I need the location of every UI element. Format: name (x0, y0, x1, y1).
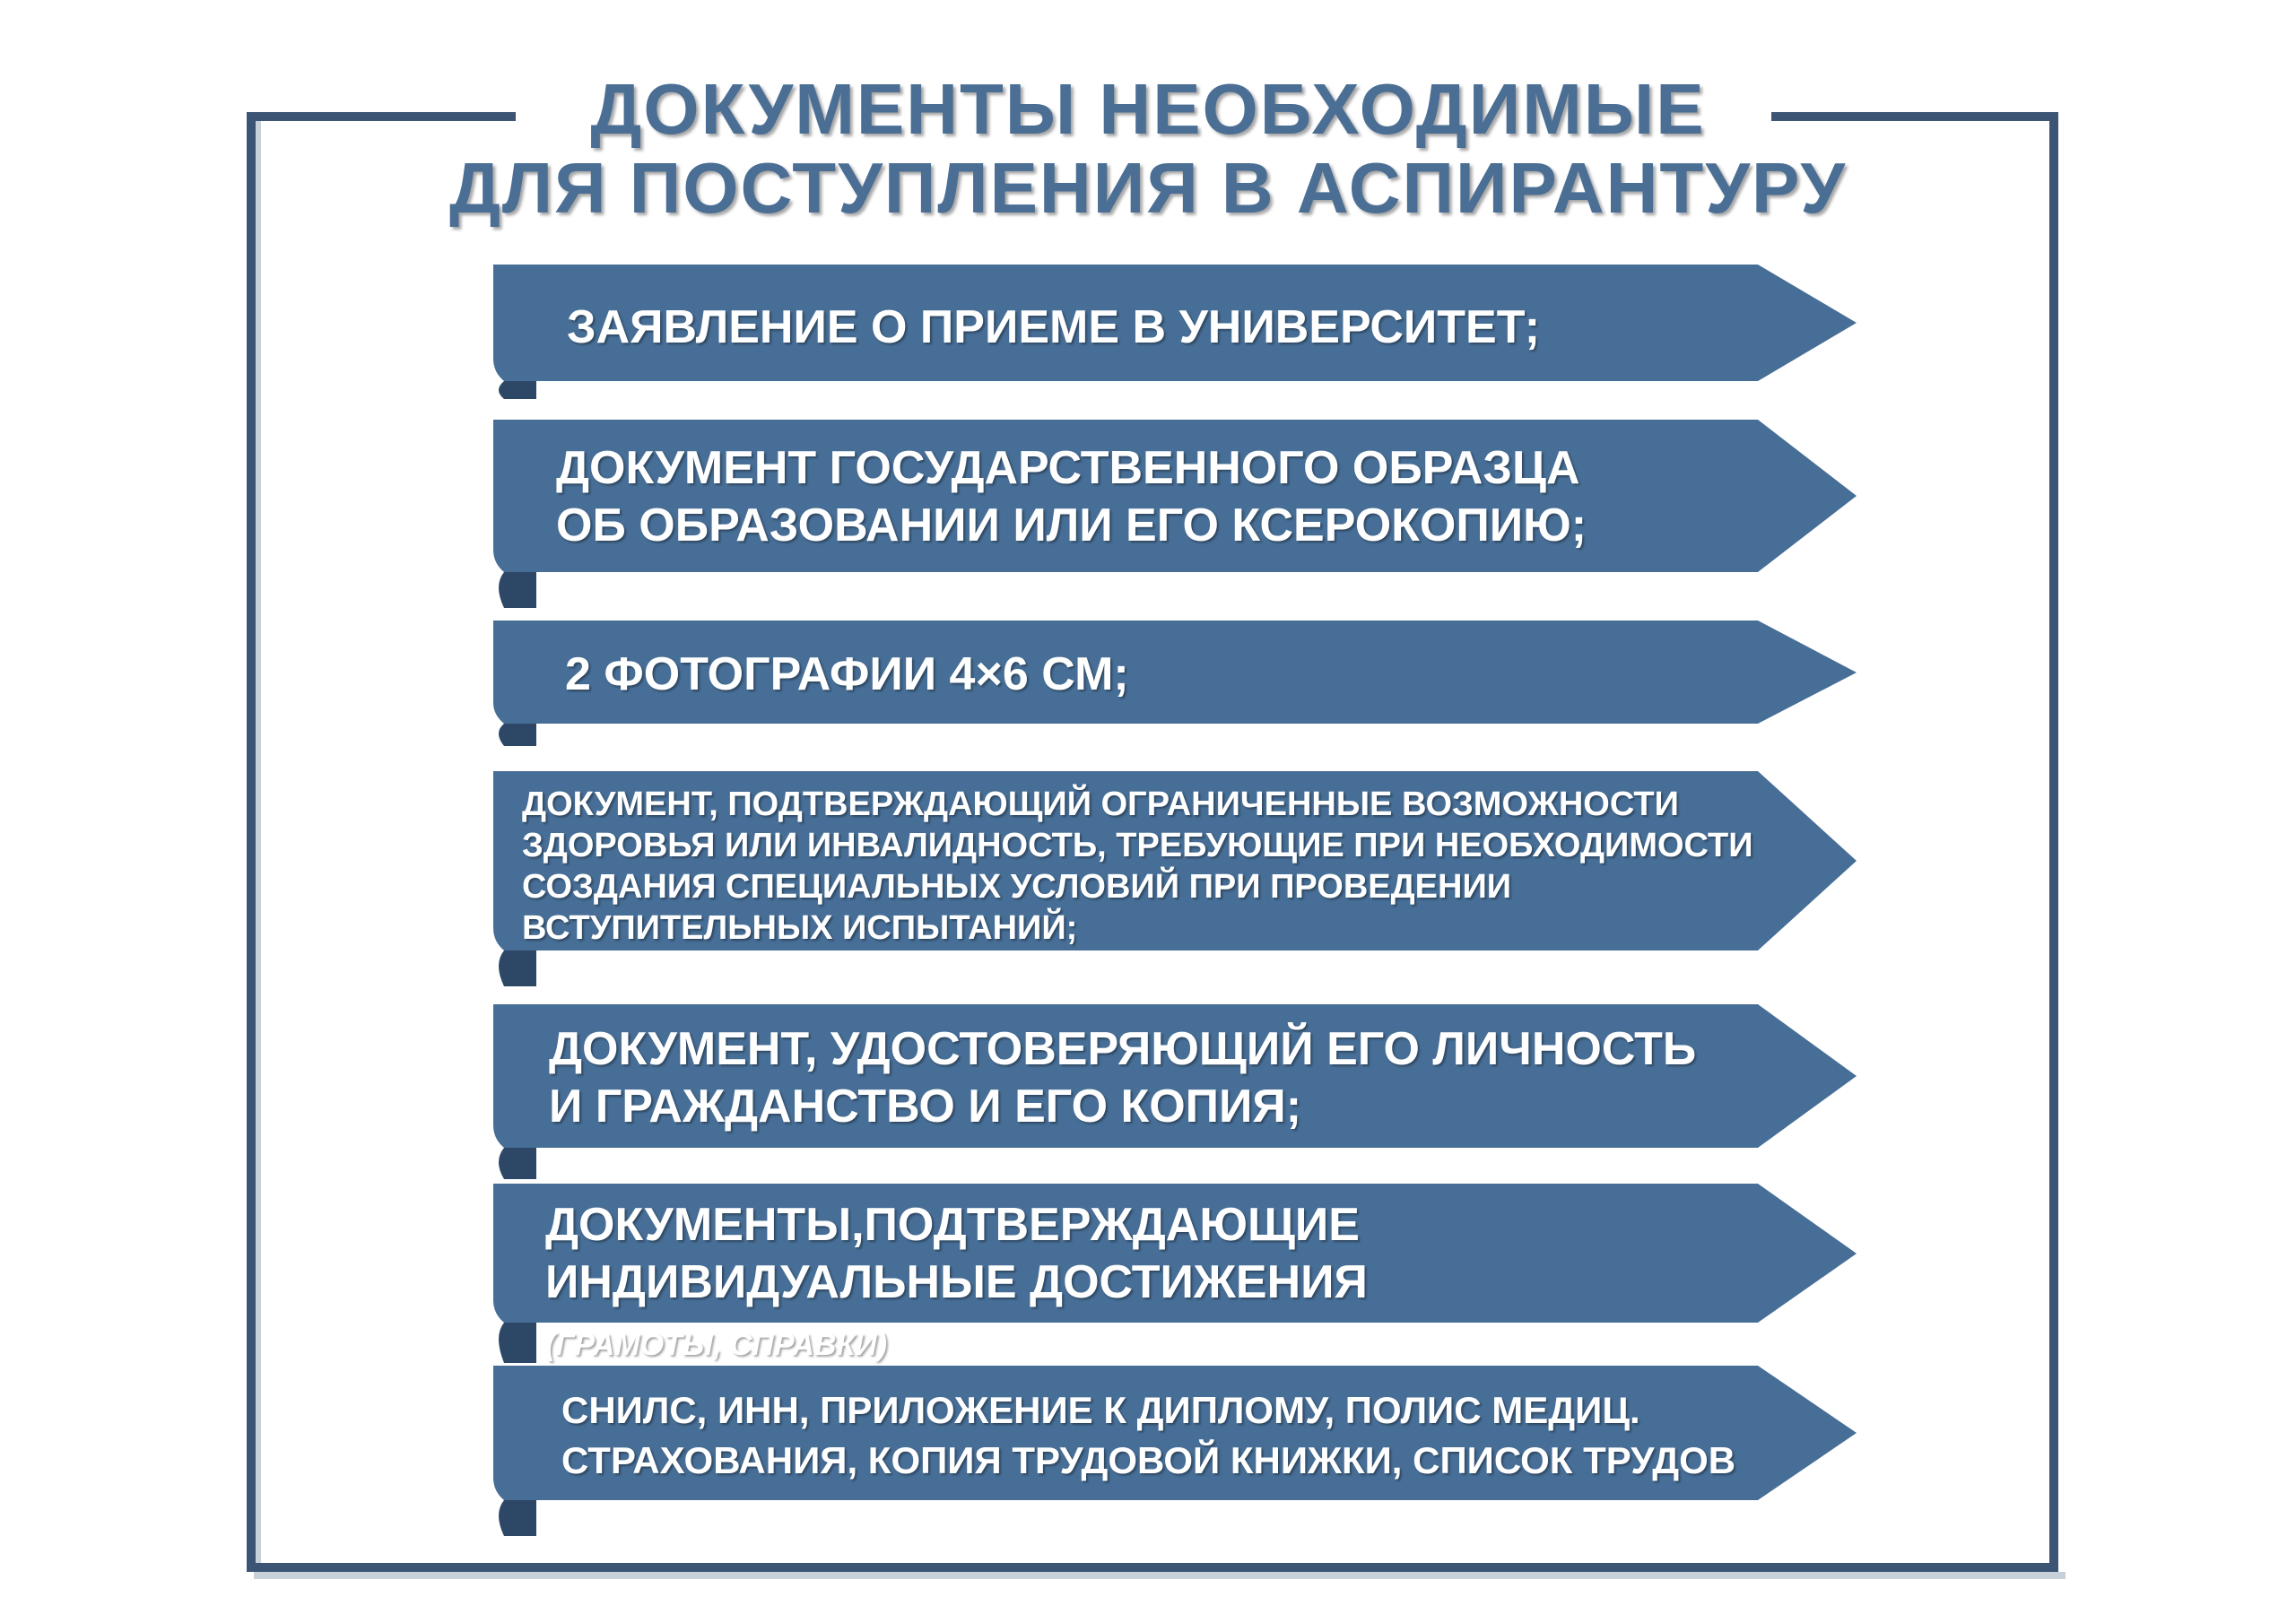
document-item (493, 420, 1866, 608)
frame-right (2049, 112, 2058, 1572)
document-item (493, 265, 1866, 399)
page-title (0, 70, 2296, 228)
frame-bottom (247, 1563, 2058, 1572)
document-item (493, 1184, 1866, 1363)
document-item (493, 771, 1866, 986)
document-item (493, 621, 1866, 746)
document-item (493, 1004, 1866, 1179)
item-text: ЗАЯВЛЕНИЕ О ПРИЕМЕ В УНИВЕРСИТЕТ; (567, 301, 1541, 353)
item-text: 2 ФОТОГРАФИИ 4×6 СМ; (565, 648, 1129, 700)
item-text: СНИЛС, ИНН, ПРИЛОЖЕНИЕ К ДИПЛОМУ, ПОЛИС МЕДИЦ. СТРАХОВАНИЯ, КОПИЯ ТРУДОВОЙ КНИЖКИ, СПИСОК ТРУДОВ (561, 1389, 1736, 1481)
frame-left (247, 112, 256, 1572)
item-text: ДОКУМЕНТ, ПОДТВЕРЖДАЮЩИЙ ОГРАНИЧЕННЫЕ ВОЗМОЖНОСТИ ЗДОРОВЬЯ ИЛИ ИНВАЛИДНОСТЬ, ТРЕБУЮЩИЕ ПРИ НЕОБХОДИМОСТИ СОЗДАНИЯ СПЕЦИАЛЬНЫХ УСЛОВИЙ ПРИ ПРОВЕДЕНИИ ВСТУПИТЕЛЬНЫХ ИСПЫТАНИЙ; (522, 785, 1753, 947)
document-item (493, 1366, 1866, 1536)
item-text: ДОКУМЕНТ, УДОСТОВЕРЯЮЩИЙ ЕГО ЛИЧНОСТЬ И ГРАЖДАНСТВО И ЕГО КОПИЯ; (549, 1023, 1697, 1133)
title-line-2: ДЛЯ ПОСТУПЛЕНИЯ В АСПИРАНТУРУ (448, 148, 1848, 228)
item-text: ДОКУМЕНТЫ,ПОДТВЕРЖДАЮЩИЕ ИНДИВИДУАЛЬНЫЕ ДОСТИЖЕНИЯ (ГРАМОТЫ, СПРАВКИ) (545, 1199, 1368, 1362)
title-line-1: ДОКУМЕНТЫ НЕОБХОДИМЫЕ (590, 69, 1706, 149)
frame-shadow-bottom (254, 1572, 2066, 1579)
item-text: ДОКУМЕНТ ГОСУДАРСТВЕННОГО ОБРАЗЦА ОБ ОБРАЗОВАНИИ ИЛИ ЕГО КСЕРОКОПИЮ; (556, 442, 1587, 551)
item-note: (ГРАМОТЫ, СПРАВКИ) (545, 1328, 888, 1362)
